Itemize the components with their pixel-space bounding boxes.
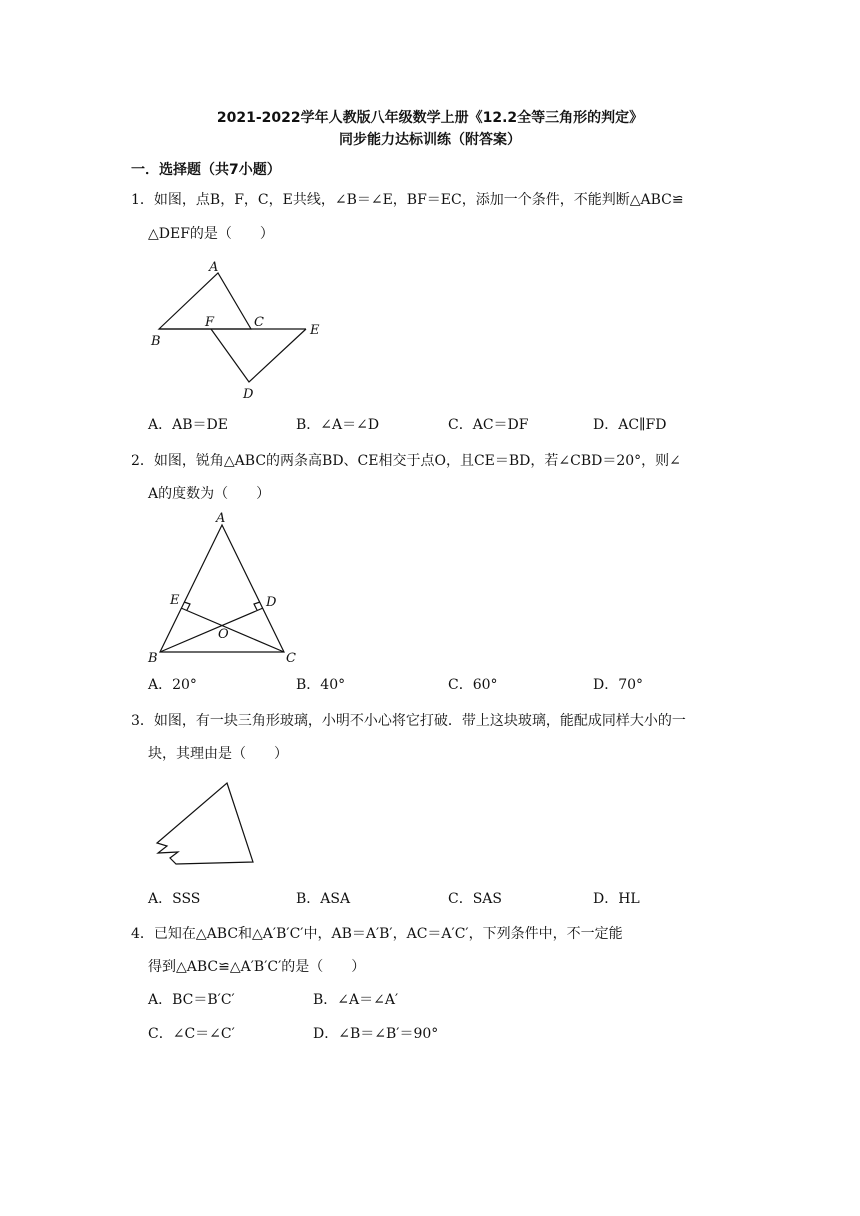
document-title-line1: 2021-2022学年人教版八年级数学上册《12.2全等三角形的判定》: [216, 110, 644, 126]
question-1-option-c: C．AC＝DF: [448, 417, 529, 433]
label-e: E: [310, 323, 320, 338]
label-d: D: [266, 595, 277, 610]
label-d: D: [243, 387, 254, 402]
question-1-stem-line2: △DEF的是（ ）: [148, 226, 274, 242]
question-3-stem-line1: 3．如图，有一块三角形玻璃，小明不小心将它打破．带上这块玻璃，能配成同样大小的一: [131, 713, 686, 729]
broken-glass-shape: [157, 783, 253, 864]
question-4-option-c: C．∠C＝∠C′: [148, 1026, 235, 1042]
label-b: B: [148, 651, 158, 666]
question-1-option-a: A．AB＝DE: [148, 417, 228, 433]
section-heading: 一．选择题（共7小题）: [131, 162, 281, 178]
question-4-option-d: D．∠B＝∠B′＝90°: [313, 1026, 439, 1042]
question-3-stem-line2: 块，其理由是（ ）: [148, 746, 288, 762]
label-a: A: [216, 511, 226, 526]
question-2-option-b: B．40°: [296, 677, 346, 693]
label-o: O: [218, 627, 229, 642]
document-title-line2: 同步能力达标训练（附答案）: [339, 132, 521, 148]
question-1-option-d: D．AC∥FD: [593, 417, 667, 433]
label-b: B: [151, 334, 161, 349]
question-2-option-d: D．70°: [593, 677, 644, 693]
question-4-stem-line1: 4．已知在△ABC和△A′B′C′中，AB＝A′B′，AC＝A′C′，下列条件中，不一定能: [131, 926, 623, 942]
question-3-option-a: A．SSS: [148, 891, 201, 907]
question-1-option-b: B．∠A＝∠D: [296, 417, 380, 433]
question-3-option-b: B．ASA: [296, 891, 351, 907]
label-c: C: [254, 315, 264, 330]
question-2-option-a: A．20°: [148, 677, 197, 693]
label-e: E: [170, 593, 180, 608]
question-4-stem-line2: 得到△ABC≌△A′B′C′的是（ ）: [148, 959, 366, 975]
question-4-option-a: A．BC＝B′C′: [148, 992, 235, 1008]
question-3-option-c: C．SAS: [448, 891, 503, 907]
question-2-option-c: C．60°: [448, 677, 498, 693]
question-3-option-d: D．HL: [593, 891, 640, 907]
label-a: A: [209, 260, 219, 275]
question-2-stem-line1: 2．如图，锐角△ABC的两条高BD、CE相交于点O，且CE＝BD，若∠CBD＝20°，则∠: [131, 453, 681, 469]
question-1-stem-line1: 1．如图，点B，F，C，E共线，∠B＝∠E，BF＝EC，添加一个条件，不能判断△ABC≌: [131, 192, 684, 208]
question-2-stem-line2: A的度数为（ ）: [148, 486, 271, 502]
label-f: F: [205, 315, 215, 330]
question-4-option-b: B．∠A＝∠A′: [313, 992, 399, 1008]
label-c: C: [286, 651, 296, 666]
